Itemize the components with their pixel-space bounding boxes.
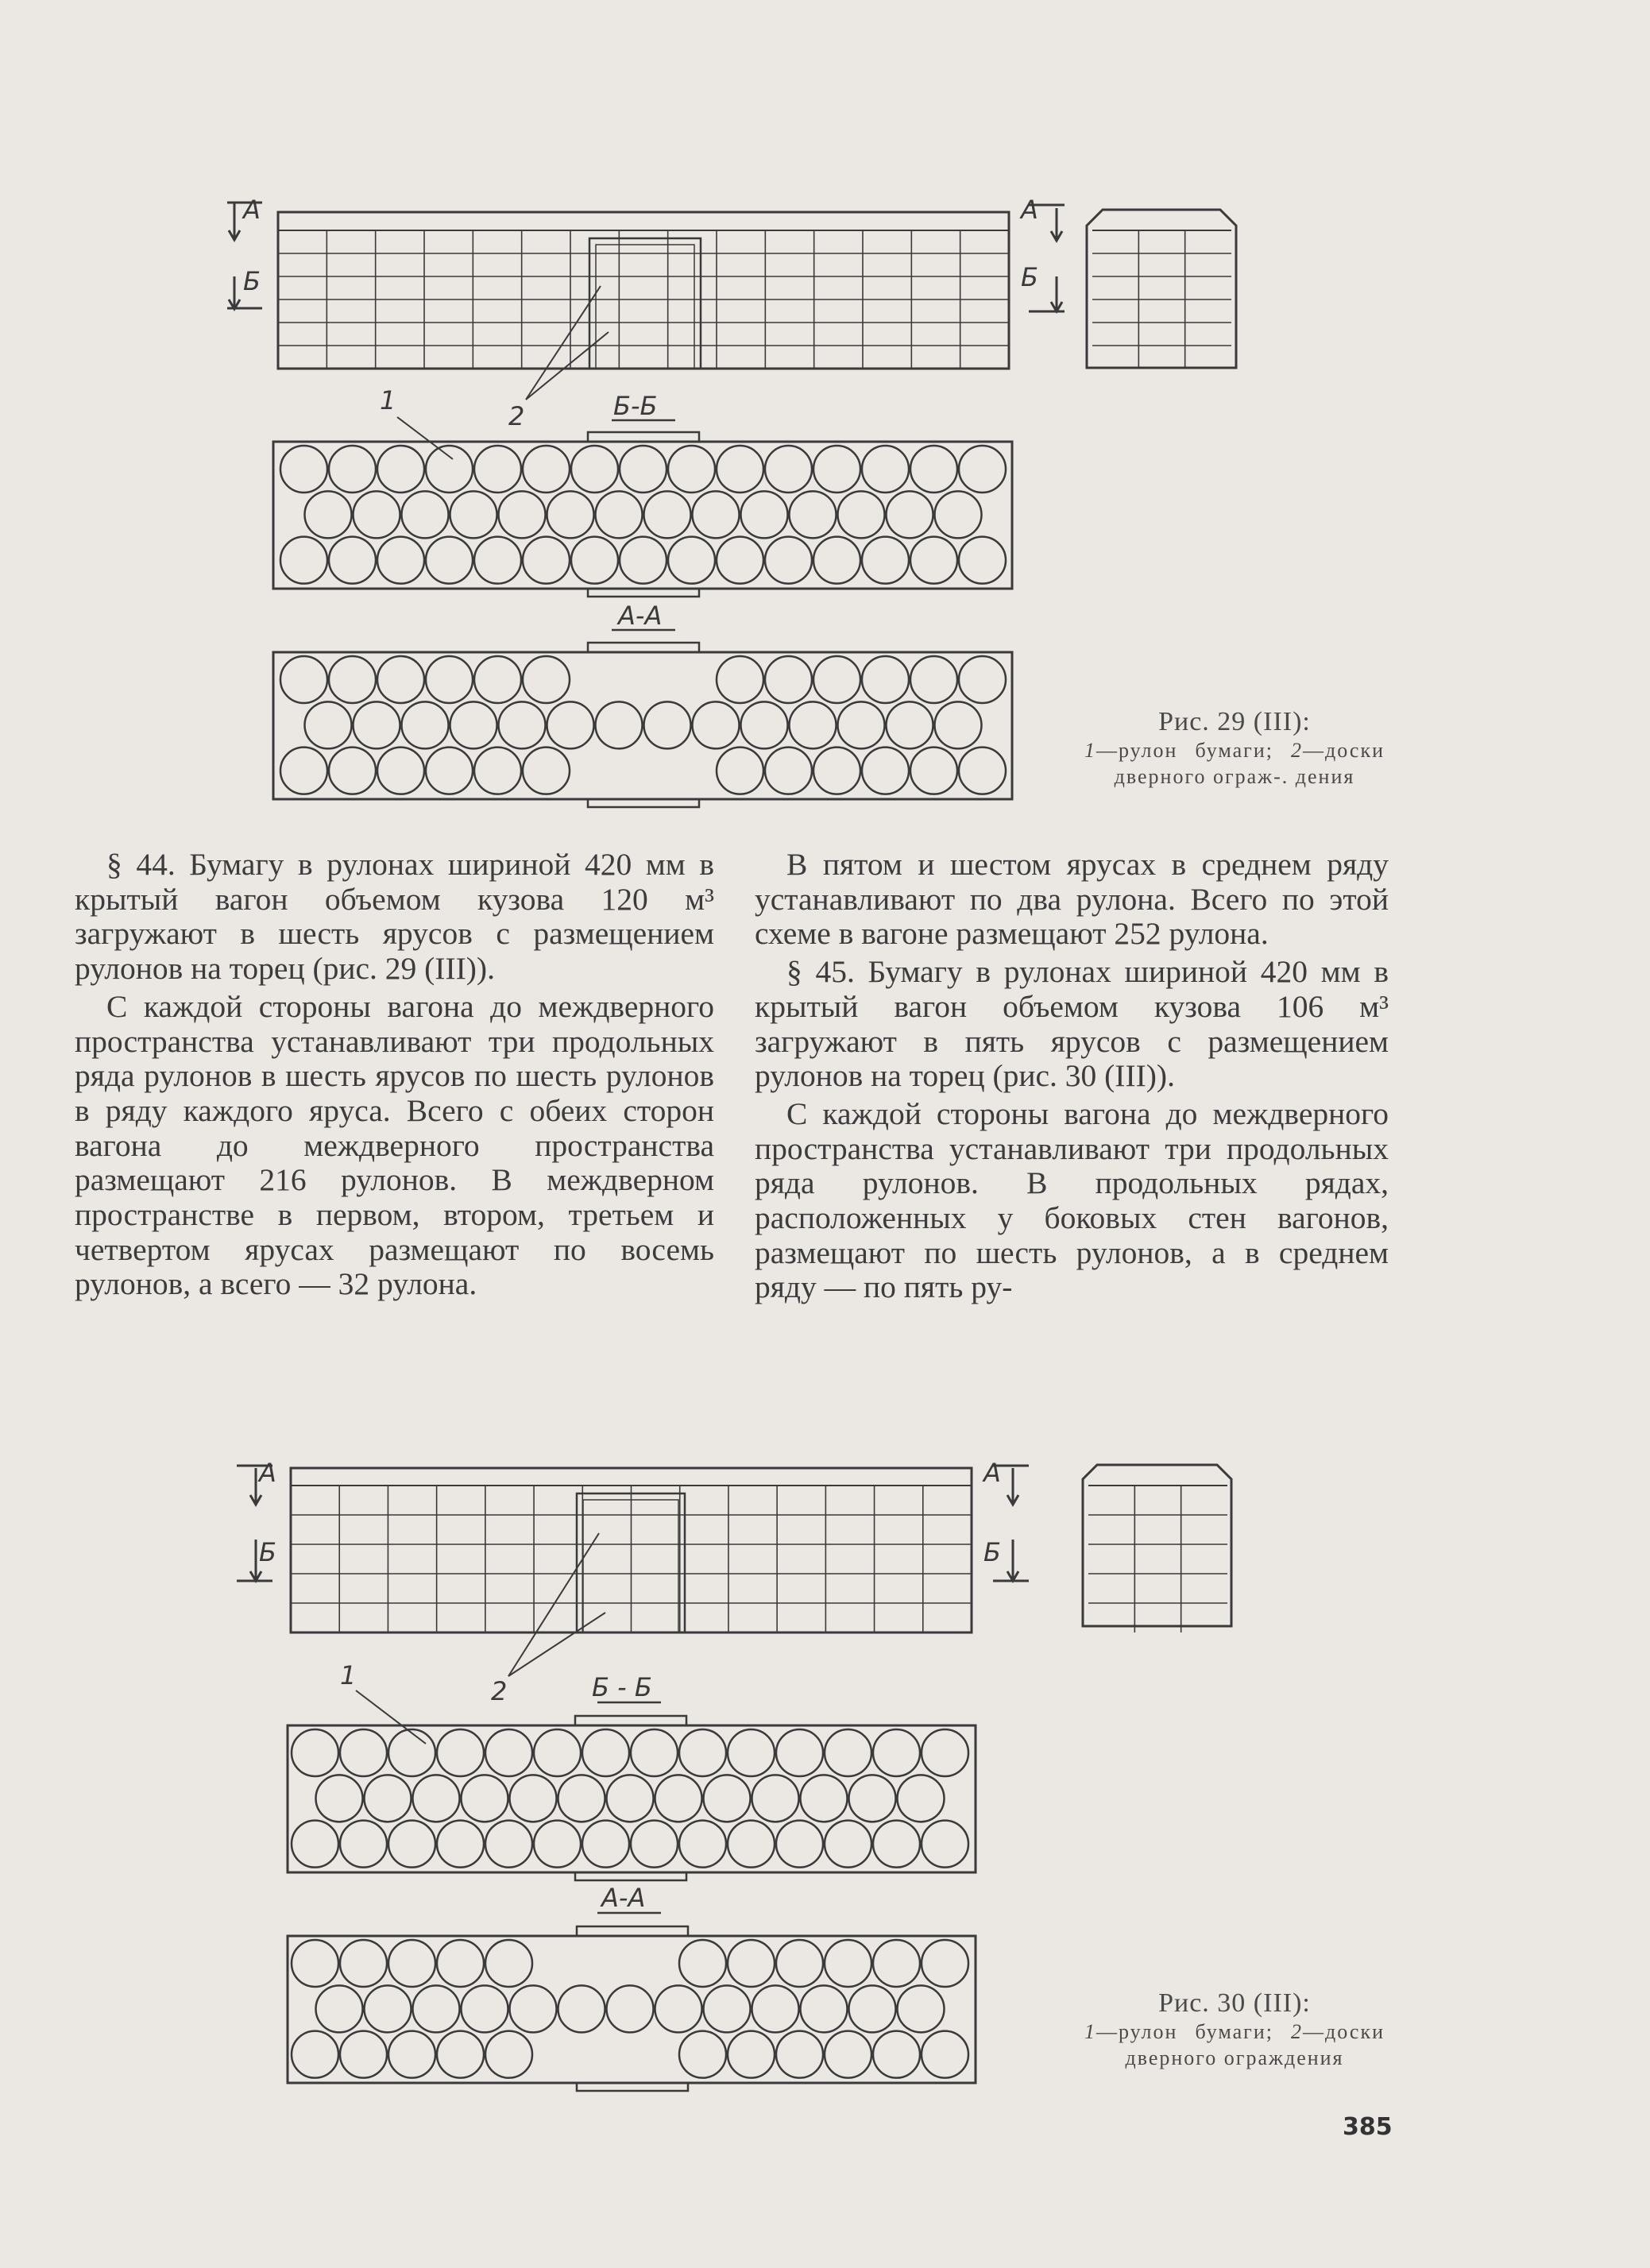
paper-roll xyxy=(365,1985,412,2032)
paper-roll xyxy=(922,1729,968,1776)
legend-num-1: 1 xyxy=(1084,2020,1096,2043)
paper-roll xyxy=(402,491,449,538)
paper-roll xyxy=(354,491,400,538)
paper-roll xyxy=(485,1940,532,1987)
paper-roll xyxy=(910,748,957,794)
paper-roll xyxy=(377,537,424,584)
paper-roll xyxy=(752,1985,799,2032)
paper-roll xyxy=(474,537,521,584)
leader-label-2: 2 xyxy=(491,1676,508,1706)
paper-roll xyxy=(620,446,667,493)
section-bb-door-strip-top xyxy=(575,1716,686,1725)
wagon-end-profile xyxy=(1087,210,1236,368)
paper-roll xyxy=(693,701,740,748)
paper-roll xyxy=(849,1985,896,2032)
paper-roll xyxy=(644,491,691,538)
paper-roll xyxy=(462,1775,508,1822)
paper-roll xyxy=(437,1729,484,1776)
paper-roll xyxy=(292,1940,338,1987)
paper-roll xyxy=(631,1821,678,1868)
section-bb-rolls xyxy=(292,1729,968,1868)
caption-title: Рис. 29 (III): xyxy=(1158,707,1311,736)
paper-roll xyxy=(474,748,521,794)
paper-roll xyxy=(523,656,570,703)
paper-roll xyxy=(596,701,643,748)
paper-roll xyxy=(704,1775,751,1822)
paper-roll xyxy=(959,446,1006,493)
paper-roll xyxy=(887,701,933,748)
paper-roll xyxy=(765,748,812,794)
section-aa-rolls xyxy=(292,1940,968,2078)
paper-roll xyxy=(717,537,763,584)
section-aa-view xyxy=(273,630,1012,807)
paper-roll xyxy=(534,1821,581,1868)
paper-roll xyxy=(329,656,376,703)
paper-roll xyxy=(825,2031,871,2078)
paper-roll xyxy=(765,446,812,493)
leader-line-1 xyxy=(397,417,453,459)
paper-roll xyxy=(813,446,860,493)
paper-roll xyxy=(776,1940,823,1987)
paragraph-44-end: В пятом и шестом ярусах в среднем ряду устанавливают по два рулона. Всего по этой схеме в вагоне размещают 252 рулона. xyxy=(755,847,1389,952)
paper-roll xyxy=(388,1940,435,1987)
section-bb-rolls xyxy=(280,446,1006,584)
paper-roll xyxy=(402,701,449,748)
paper-roll xyxy=(910,656,957,703)
paper-roll xyxy=(862,446,909,493)
paper-roll xyxy=(292,1729,338,1776)
paper-roll xyxy=(910,446,957,493)
label-b-right: Б xyxy=(1021,262,1038,292)
paper-roll xyxy=(862,537,909,584)
paper-roll xyxy=(813,656,860,703)
paper-roll xyxy=(426,446,473,493)
paper-roll xyxy=(922,1940,968,1987)
paper-roll xyxy=(813,537,860,584)
end-stack-grid xyxy=(1088,1486,1227,1632)
paper-roll xyxy=(862,748,909,794)
paper-roll xyxy=(523,748,570,794)
paper-roll xyxy=(887,491,933,538)
label-a-right: А xyxy=(983,1458,1001,1488)
paragraph-45: § 45. Бумагу в рулонах шириной 420 мм в крытый вагон объемом кузова 106 м³ загружают в пять ярусов с размещением рулонов на торец (рис. 30 (III)). xyxy=(755,954,1389,1094)
paper-roll xyxy=(280,748,327,794)
paper-roll xyxy=(377,656,424,703)
section-aa-door-strip-top xyxy=(577,1926,688,1936)
paper-roll xyxy=(316,1985,363,2032)
paper-roll xyxy=(898,1985,945,2032)
paper-roll xyxy=(280,537,327,584)
paper-roll xyxy=(340,1940,387,1987)
label-a-right: А xyxy=(1021,195,1038,225)
paper-roll xyxy=(485,2031,532,2078)
paper-roll xyxy=(935,701,982,748)
figure-29-caption xyxy=(1084,707,1385,790)
paper-roll xyxy=(704,1985,751,2032)
paper-roll xyxy=(801,1985,848,2032)
paper-roll xyxy=(437,1821,484,1868)
paper-roll xyxy=(668,446,715,493)
end-stack-grid xyxy=(1092,230,1231,369)
paper-roll xyxy=(510,1985,557,2032)
legend-text-1: —рулон бумаги; xyxy=(1096,2020,1273,2043)
paper-roll xyxy=(838,701,885,748)
paper-roll xyxy=(849,1775,896,1822)
paper-roll xyxy=(571,537,618,584)
paragraph-45-cont: С каждой стороны вагона до междверного пространства устанавливают три продольных ряда рулонов. В продольных рядах, расположенных у боковых стен вагонов, размещают по шесть рулонов, а в среднем ряду — по пять ру- xyxy=(755,1095,1389,1305)
paper-roll xyxy=(462,1985,508,2032)
paper-roll xyxy=(741,701,788,748)
caption-title: Рис. 30 (III): xyxy=(1158,1988,1311,2018)
page-number: 385 xyxy=(1343,2113,1393,2141)
paper-roll xyxy=(437,1940,484,1987)
section-bb-label: Б-Б xyxy=(613,391,658,421)
paper-roll xyxy=(873,1821,920,1868)
figure-30-caption xyxy=(1084,1988,1385,2071)
leader-line-2a xyxy=(508,1533,599,1676)
paper-roll xyxy=(607,1985,654,2032)
paper-roll xyxy=(413,1775,460,1822)
paper-roll xyxy=(922,2031,968,2078)
paper-roll xyxy=(499,491,546,538)
paper-roll xyxy=(922,1821,968,1868)
paper-roll xyxy=(910,537,957,584)
paper-roll xyxy=(329,748,376,794)
paper-roll xyxy=(450,491,497,538)
leader-label-1: 1 xyxy=(340,1660,357,1690)
paper-roll xyxy=(426,537,473,584)
paper-roll xyxy=(388,1729,435,1776)
paper-roll xyxy=(558,1775,605,1822)
section-aa-body xyxy=(288,1936,976,2083)
paper-roll xyxy=(377,748,424,794)
figure-30-drawing xyxy=(0,1422,1650,2105)
caption-legend xyxy=(1084,737,1385,790)
paper-roll xyxy=(340,2031,387,2078)
paper-roll xyxy=(280,446,327,493)
paper-roll xyxy=(280,656,327,703)
paper-roll xyxy=(873,2031,920,2078)
paper-roll xyxy=(873,1729,920,1776)
label-b-right: Б xyxy=(983,1537,1001,1567)
paper-roll xyxy=(717,446,763,493)
end-view xyxy=(1083,1465,1231,1632)
paper-roll xyxy=(679,1821,726,1868)
paper-roll xyxy=(728,2031,775,2078)
paper-roll xyxy=(388,1821,435,1868)
paper-roll xyxy=(728,1940,775,1987)
paper-roll xyxy=(825,1821,871,1868)
legend-text-1: —рулон бумаги; xyxy=(1096,739,1273,762)
door-inner xyxy=(596,245,694,369)
label-b-left: Б xyxy=(243,266,261,296)
paper-roll xyxy=(340,1729,387,1776)
paper-roll xyxy=(426,656,473,703)
paper-roll xyxy=(655,1775,702,1822)
legend-num-1: 1 xyxy=(1084,739,1096,762)
paper-roll xyxy=(620,537,667,584)
section-bb-door-strip-top xyxy=(588,432,699,442)
paper-roll xyxy=(582,1821,629,1868)
section-aa-door-strip-top xyxy=(588,643,699,652)
paper-roll xyxy=(547,491,594,538)
paper-roll xyxy=(523,446,570,493)
section-aa-label: А-А xyxy=(601,1883,646,1913)
paper-roll xyxy=(316,1775,363,1822)
legend-text-2: —доски дверного ограж-. дения xyxy=(1114,739,1385,788)
paper-roll xyxy=(825,1729,871,1776)
door-frame xyxy=(589,238,701,369)
paragraph-44: § 44. Бумагу в рулонах шириной 420 мм в крытый вагон объемом кузова 120 м³ загружают в шесть ярусов с размещением рулонов на торец (рис. 29 (III)). xyxy=(75,847,714,987)
paper-roll xyxy=(765,537,812,584)
paper-roll xyxy=(679,2031,726,2078)
paper-roll xyxy=(305,491,352,538)
paper-roll xyxy=(959,656,1006,703)
paper-roll xyxy=(873,1940,920,1987)
paper-roll xyxy=(426,748,473,794)
stack-grid xyxy=(278,230,1009,369)
paper-roll xyxy=(450,701,497,748)
paper-roll xyxy=(776,2031,823,2078)
legend-text-2: —доски дверного ограждения xyxy=(1125,2020,1385,2069)
paragraph-44-cont: С каждой стороны вагона до междверного пространства устанавливают три продольных ряда рулонов в шесть ярусов по шесть рулонов в ряду каждого яруса. Всего с обеих сторон вагона до междверного пространства размещают 216 рулонов. В междверном пространстве в первом, втором, третьем и четвертом ярусах размещают по восемь рулонов, а всего — 32 рулона. xyxy=(75,988,714,1302)
paper-roll xyxy=(765,656,812,703)
paper-roll xyxy=(474,446,521,493)
paper-roll xyxy=(776,1821,823,1868)
leader-line-2b xyxy=(508,1613,605,1676)
paper-roll xyxy=(959,748,1006,794)
paper-roll xyxy=(752,1775,799,1822)
paper-roll xyxy=(728,1821,775,1868)
paper-roll xyxy=(523,537,570,584)
text-column-right xyxy=(755,848,1389,1305)
paper-roll xyxy=(547,701,594,748)
paper-roll xyxy=(329,537,376,584)
leader-label-2: 2 xyxy=(508,401,525,431)
paper-roll xyxy=(801,1775,848,1822)
section-aa-rolls xyxy=(280,656,1006,794)
paper-roll xyxy=(825,1940,871,1987)
paper-roll xyxy=(365,1775,412,1822)
paper-roll xyxy=(485,1729,532,1776)
figure-29-drawing xyxy=(0,0,1650,826)
section-bb-view xyxy=(273,420,1012,597)
paper-roll xyxy=(305,701,352,748)
paper-roll xyxy=(413,1985,460,2032)
paper-roll xyxy=(474,656,521,703)
legend-num-2: 2 xyxy=(1291,2020,1304,2043)
label-a-left: А xyxy=(243,195,261,225)
stack-grid xyxy=(291,1486,972,1632)
wagon-end-profile xyxy=(1083,1465,1231,1626)
paper-roll xyxy=(377,446,424,493)
paper-roll xyxy=(485,1821,532,1868)
paper-roll xyxy=(741,491,788,538)
paper-roll xyxy=(693,491,740,538)
paper-roll xyxy=(329,446,376,493)
label-b-left: Б xyxy=(259,1537,276,1567)
paper-roll xyxy=(668,537,715,584)
paper-roll xyxy=(437,2031,484,2078)
paper-roll xyxy=(790,491,837,538)
paper-roll xyxy=(631,1729,678,1776)
paper-roll xyxy=(534,1729,581,1776)
paper-roll xyxy=(644,701,691,748)
paper-roll xyxy=(558,1985,605,2032)
label-a-left: А xyxy=(259,1458,276,1488)
paper-roll xyxy=(679,1940,726,1987)
paper-roll xyxy=(499,701,546,748)
paper-roll xyxy=(582,1729,629,1776)
paper-roll xyxy=(935,491,982,538)
section-aa-label: А-А xyxy=(618,601,663,631)
paper-roll xyxy=(790,701,837,748)
paper-roll xyxy=(340,1821,387,1868)
paper-roll xyxy=(571,446,618,493)
paper-roll xyxy=(388,2031,435,2078)
paper-roll xyxy=(596,491,643,538)
section-bb-label: Б - Б xyxy=(592,1672,652,1702)
paper-roll xyxy=(292,2031,338,2078)
caption-legend xyxy=(1084,2019,1385,2071)
paper-roll xyxy=(862,656,909,703)
legend-num-2: 2 xyxy=(1291,739,1304,762)
paper-roll xyxy=(354,701,400,748)
paper-roll xyxy=(510,1775,557,1822)
paper-roll xyxy=(607,1775,654,1822)
paper-roll xyxy=(717,748,763,794)
end-view xyxy=(1087,210,1236,369)
paper-roll xyxy=(898,1775,945,1822)
leader-line-1 xyxy=(356,1690,426,1744)
paper-roll xyxy=(292,1821,338,1868)
paper-roll xyxy=(679,1729,726,1776)
paper-roll xyxy=(655,1985,702,2032)
leader-label-1: 1 xyxy=(380,385,396,415)
section-bb-view xyxy=(288,1702,976,1880)
paper-roll xyxy=(959,537,1006,584)
paper-roll xyxy=(813,748,860,794)
text-column-left xyxy=(75,848,714,1302)
paper-roll xyxy=(776,1729,823,1776)
paper-roll xyxy=(838,491,885,538)
section-aa-view xyxy=(288,1913,976,2091)
paper-roll xyxy=(728,1729,775,1776)
paper-roll xyxy=(717,656,763,703)
